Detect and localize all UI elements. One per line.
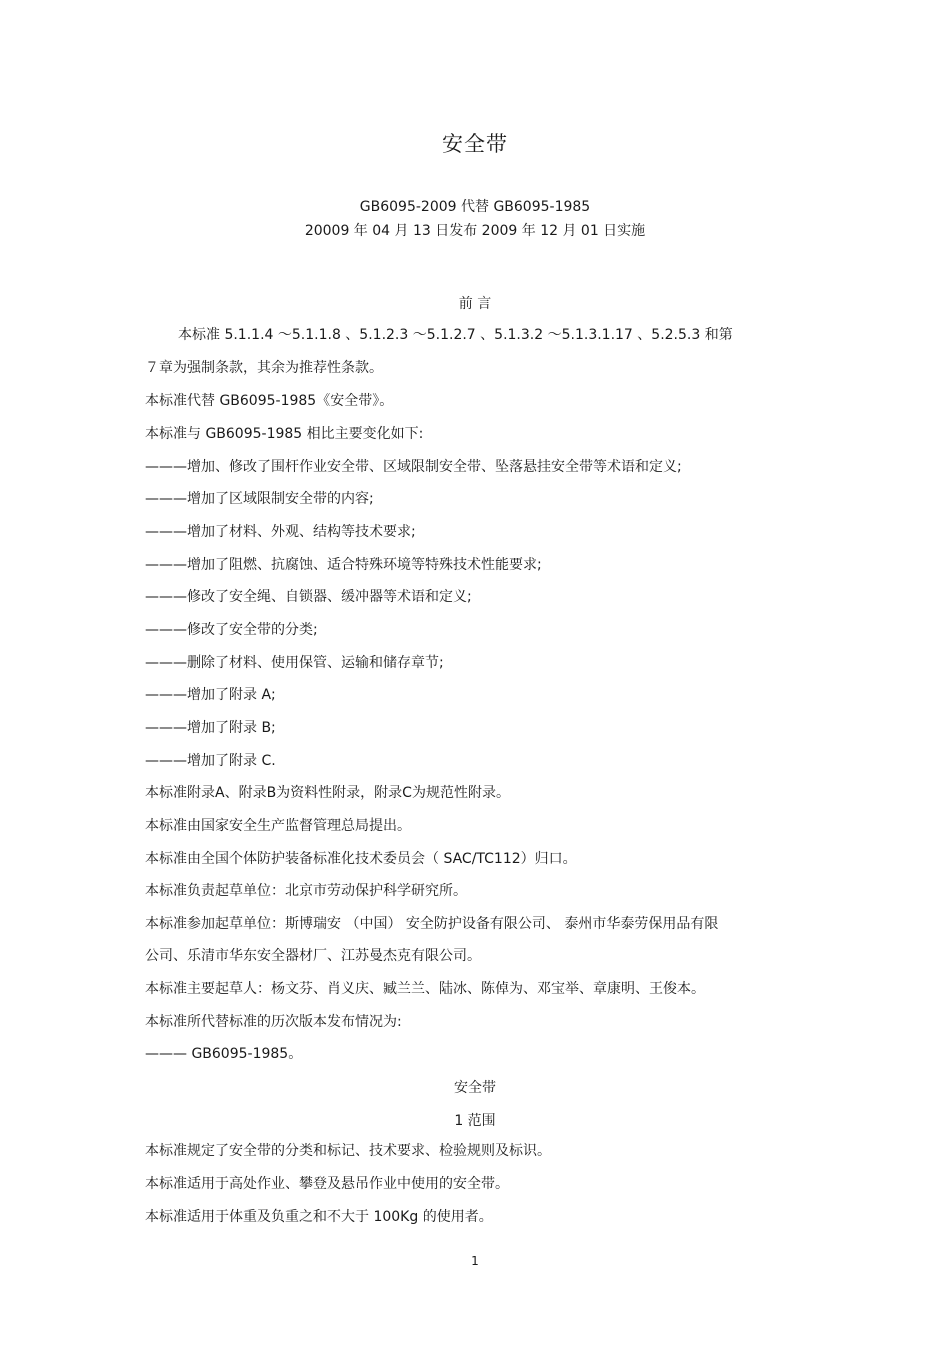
change-item: ———增加了材料、外观、结构等技术要求;: [145, 524, 416, 540]
foreword-line: 本标准负责起草单位：北京市劳动保护科学研究所。: [145, 883, 467, 899]
section-line: 本标准适用于高处作业、攀登及悬吊作业中使用的安全带。: [145, 1176, 509, 1192]
foreword-line: 本标准由国家安全生产监督管理总局提出。: [145, 818, 411, 834]
foreword-line: 本标准由全国个体防护装备标准化技术委员会（ SAC/TC112）归口。: [145, 851, 577, 867]
change-item: ———增加了区域限制安全带的内容;: [145, 491, 374, 507]
foreword-line: 公司、乐清市华东安全器材厂、江苏曼杰克有限公司。: [145, 948, 481, 964]
section-heading: 1 范围: [454, 1113, 496, 1129]
change-item: ———修改了安全带的分类;: [145, 622, 318, 638]
foreword-line: ７章为强制条款，其余为推荐性条款。: [145, 360, 383, 376]
foreword-line: 本标准主要起草人：杨文芬、肖义庆、臧兰兰、陆冰、陈倬为、邓宝举、章康明、王俊本。: [145, 981, 705, 997]
change-item: ———修改了安全绳、自锁器、缓冲器等术语和定义;: [145, 589, 472, 605]
section-title: 安全带: [454, 1080, 496, 1096]
standard-number-line: GB6095-2009 代替 GB6095-1985: [359, 199, 591, 215]
foreword-line: 本标准参加起草单位：斯博瑞安 （中国） 安全防护设备有限公司、 泰州市华泰劳保用品有限: [145, 916, 719, 932]
change-item: ———增加、修改了围杆作业安全带、区域限制安全带、坠落悬挂安全带等术语和定义;: [145, 459, 682, 475]
change-item: ———删除了材料、使用保管、运输和储存章节;: [145, 655, 444, 671]
foreword-line: ——— GB6095-1985。: [145, 1046, 303, 1062]
foreword-line: 本标准代替 GB6095-1985《安全带》。: [145, 393, 394, 409]
foreword-line: 本标准附录A、附录B为资料性附录，附录C为规范性附录。: [145, 785, 510, 801]
section-line: 本标准规定了安全带的分类和标记、技术要求、检验规则及标识。: [145, 1143, 551, 1159]
foreword-line: 本标准所代替标准的历次版本发布情况为:: [145, 1014, 402, 1030]
page-number: 1: [471, 1254, 479, 1268]
change-item: ———增加了附录 C.: [145, 753, 276, 769]
section-line: 本标准适用于体重及负重之和不大于 100Kg 的使用者。: [145, 1209, 493, 1225]
foreword-line: 本标准与 GB6095-1985 相比主要变化如下:: [145, 426, 424, 442]
dates-line: 20009 年 04 月 13 日发布 2009 年 12 月 01 日实施: [304, 223, 646, 239]
foreword-heading: 前 言: [458, 296, 492, 312]
change-item: ———增加了附录 A;: [145, 687, 276, 703]
change-item: ———增加了阻燃、抗腐蚀、适合特殊环境等特殊技术性能要求;: [145, 557, 542, 573]
document-title: 安全带: [442, 132, 508, 156]
foreword-line: 本标准 5.1.1.4 ～5.1.1.8 、5.1.2.3 ～5.1.2.7 、5.1.3.2 ～5.1.3.1.17 、5.2.5.3 和第: [178, 327, 733, 343]
change-item: ———增加了附录 B;: [145, 720, 276, 736]
